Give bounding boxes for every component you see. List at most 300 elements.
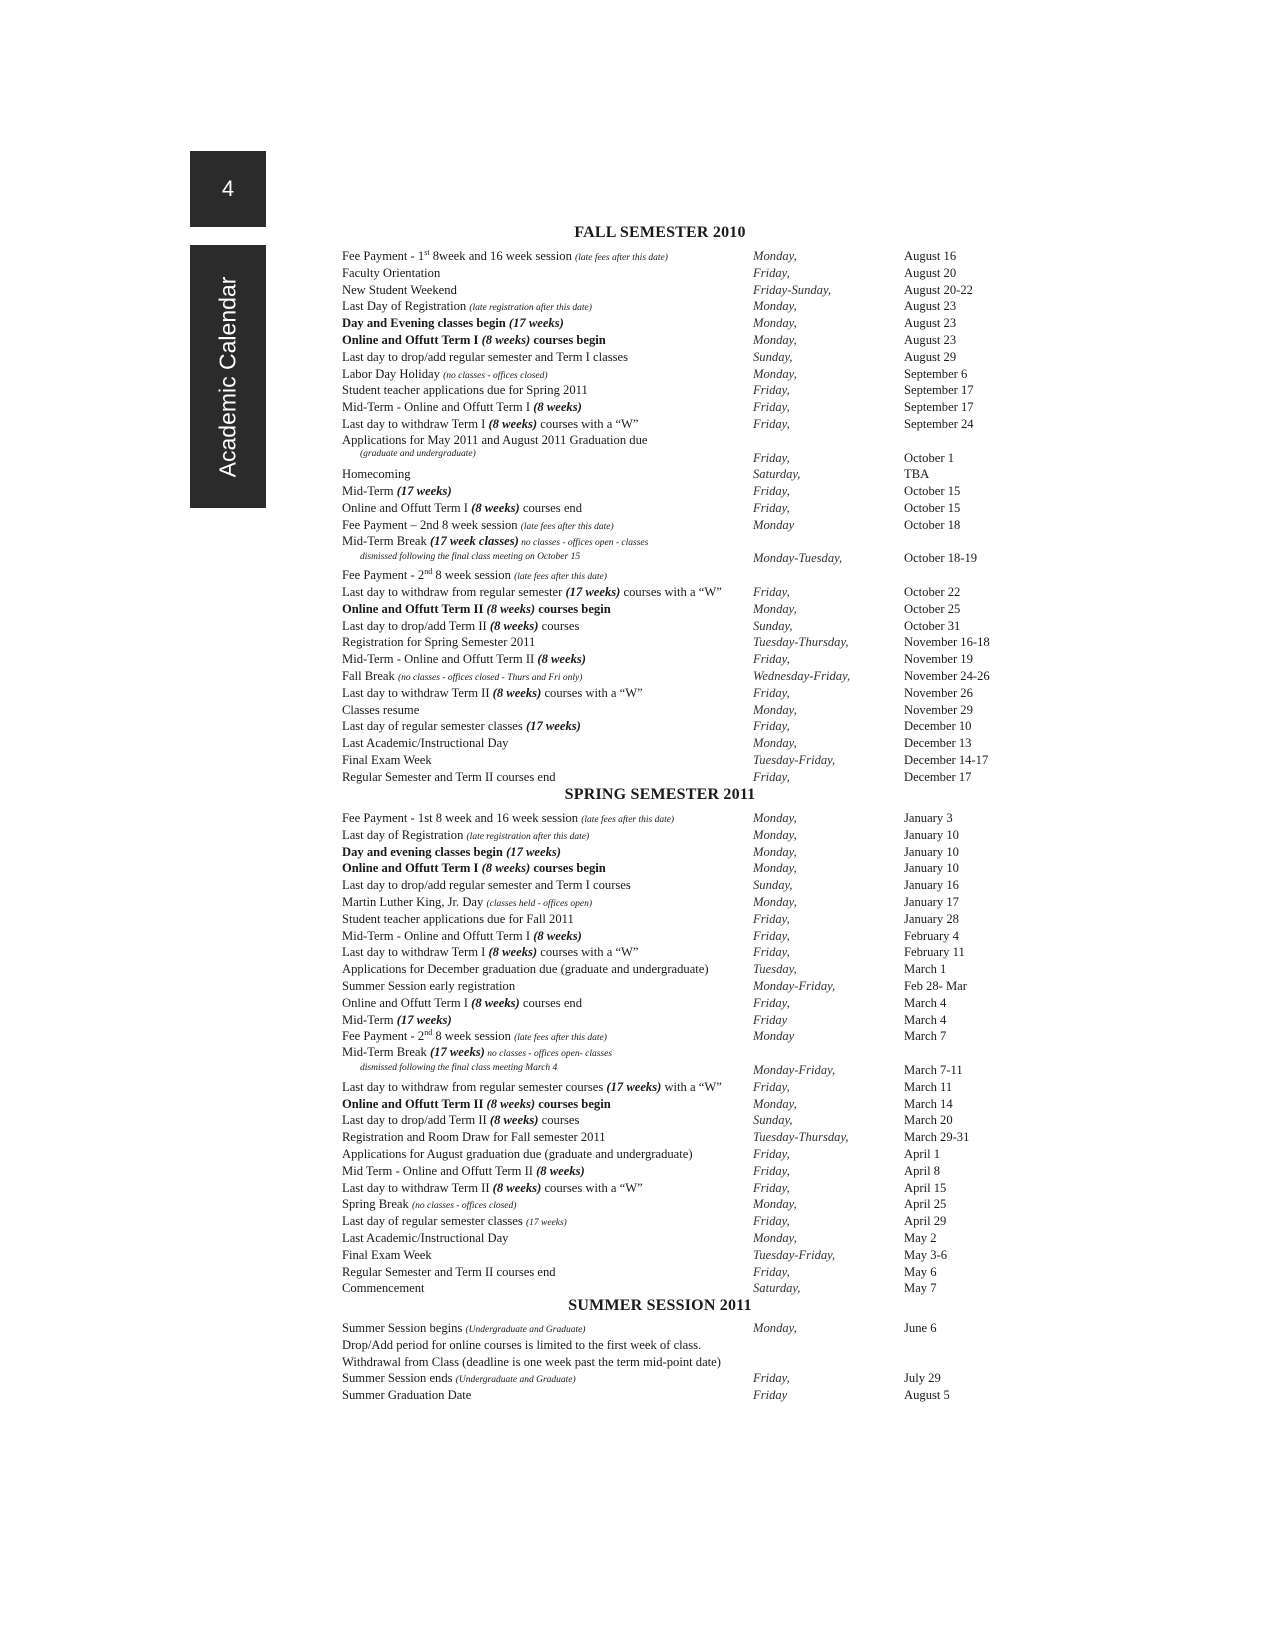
event-date: July 29 — [904, 1371, 941, 1386]
event-date: August 23 — [904, 332, 957, 347]
event-day: Friday — [753, 1012, 788, 1027]
calendar-row — [342, 1146, 1022, 1163]
event-text: (8 weeks) — [492, 685, 542, 700]
event-day: Monday, — [753, 332, 797, 347]
event-text: Mid Term - Online and Offutt Term II — [342, 1163, 537, 1178]
calendar-row — [342, 618, 1022, 635]
event-text: Mid-Term - Online and Offutt Term I — [342, 928, 534, 943]
event-name — [342, 928, 752, 945]
event-text: (17 weeks) — [606, 1079, 662, 1094]
calendar-row — [342, 752, 1022, 769]
calendar-row — [342, 860, 1022, 877]
event-date: January 28 — [904, 911, 959, 926]
event-day: Monday-Friday, — [753, 1062, 836, 1077]
event-text: Martin Luther King, Jr. Day — [342, 894, 487, 909]
event-text: Mid-Term Break — [342, 533, 430, 548]
event-text: Last Academic/Instructional Day — [342, 736, 509, 751]
event-text: Mid-Term — [342, 1012, 397, 1027]
event-date: August 20 — [904, 265, 957, 280]
event-text: Summer Session begins — [342, 1321, 466, 1335]
event-day: Monday — [753, 1029, 795, 1044]
event-text: (8 weeks) — [488, 945, 538, 960]
event-text: nd — [424, 566, 433, 576]
event-date: April 15 — [904, 1180, 947, 1195]
calendar-row — [342, 1213, 1022, 1230]
calendar-row — [342, 718, 1022, 735]
summer-session-list — [342, 1320, 1022, 1404]
event-text: Applications for December graduation due (graduate and undergraduate) — [342, 962, 709, 977]
calendar-row — [342, 466, 1022, 483]
event-text: Mid-Term - Online and Offutt Term I — [342, 400, 534, 415]
event-text: (late fees after this date) — [514, 1033, 607, 1044]
event-day: Friday, — [753, 450, 790, 465]
event-note: (graduate and undergraduate) — [360, 448, 476, 459]
event-name — [342, 718, 752, 735]
event-name — [342, 1280, 752, 1297]
event-day: Sunday, — [753, 878, 793, 893]
fall-semester-title: FALL SEMESTER 2010 — [574, 224, 746, 241]
event-text: Last day of regular semester classes — [342, 719, 526, 734]
event-date: September 17 — [904, 400, 974, 415]
event-date: April 25 — [904, 1197, 947, 1212]
event-text: courses with a “W” — [620, 584, 722, 599]
event-text: (late fees after this date) — [575, 253, 668, 263]
event-text: (8 weeks) — [533, 400, 582, 415]
event-date: October 18-19 — [904, 551, 978, 566]
event-text: New Student Weekend — [342, 282, 457, 297]
calendar-row — [342, 877, 1022, 894]
event-day: Friday, — [753, 1079, 790, 1094]
event-name — [342, 651, 752, 668]
event-name — [342, 416, 752, 433]
event-day: Tuesday-Friday, — [753, 1247, 836, 1262]
event-day: Monday, — [753, 1197, 797, 1212]
event-name — [342, 534, 752, 564]
calendar-row — [342, 1354, 1022, 1371]
calendar-row — [342, 315, 1022, 332]
event-text: Online and Offutt Term I — [342, 861, 482, 876]
event-date: August 20-22 — [904, 282, 973, 297]
event-text: Final Exam Week — [342, 752, 432, 767]
event-text: courses begin — [530, 861, 606, 876]
event-date: November 29 — [904, 702, 973, 717]
event-date: May 6 — [904, 1264, 937, 1279]
event-text: Last day to withdraw Term II — [342, 1180, 493, 1195]
event-day: Monday, — [753, 844, 797, 859]
event-name — [342, 399, 752, 416]
event-day: Saturday, — [753, 1281, 801, 1296]
calendar-row — [342, 961, 1022, 978]
event-day: Friday, — [753, 928, 790, 943]
event-date: November 19 — [904, 652, 973, 667]
calendar-row — [342, 894, 1022, 911]
calendar-row — [342, 1129, 1022, 1146]
calendar-row — [342, 483, 1022, 500]
calendar-row — [342, 433, 1022, 467]
event-text: (17 weeks) — [525, 1218, 567, 1229]
event-text: Labor Day Holiday — [342, 366, 444, 381]
event-day: Sunday, — [753, 618, 793, 633]
event-day: Monday, — [753, 861, 797, 876]
calendar-row — [342, 685, 1022, 702]
event-name — [342, 332, 752, 349]
event-text: Day and evening classes begin — [342, 844, 507, 859]
event-text: Student teacher applications due for Fall 2011 — [342, 911, 574, 926]
event-name — [342, 1230, 752, 1247]
event-text: 8 week session — [432, 568, 515, 583]
calendar-row — [342, 399, 1022, 416]
event-day: Friday, — [753, 500, 790, 515]
event-text: (8 weeks) — [533, 928, 582, 943]
event-day: Tuesday, — [753, 962, 797, 977]
calendar-row — [342, 651, 1022, 668]
event-text: (8 weeks) — [492, 1180, 542, 1195]
event-text: (17 weeks) — [506, 844, 562, 859]
side-tab-label: Academic Calendar — [214, 276, 241, 477]
event-text: Regular Semester and Term II courses end — [342, 769, 556, 784]
event-text: Last day to withdraw Term I — [342, 416, 489, 431]
event-name — [342, 978, 752, 995]
event-day: Tuesday-Friday, — [753, 752, 836, 767]
event-day: Monday, — [753, 601, 797, 616]
event-day: Friday, — [753, 265, 790, 280]
event-text: Fee Payment – 2nd 8 week session — [342, 517, 521, 532]
calendar-row — [342, 1370, 1022, 1387]
event-text: (8 weeks) — [481, 332, 531, 347]
calendar-row — [342, 298, 1022, 315]
event-date: September 24 — [904, 416, 974, 431]
event-name — [342, 1096, 752, 1113]
event-text: with a “W” — [661, 1079, 722, 1094]
event-text: courses with a “W” — [541, 1180, 643, 1195]
event-text: 8week and 16 week session — [429, 249, 576, 263]
event-day: Monday, — [753, 894, 797, 909]
event-text: (17 weeks) — [565, 584, 621, 599]
event-name — [342, 1045, 752, 1075]
event-day: Friday-Sunday, — [753, 282, 831, 297]
calendar-row — [342, 911, 1022, 928]
event-day: Monday, — [753, 249, 797, 263]
event-name — [342, 1012, 752, 1029]
event-text: Summer Graduation Date — [342, 1388, 472, 1403]
event-text: Withdrawal from Class (deadline is one week past the term mid-point date) — [342, 1354, 721, 1369]
event-date: March 4 — [904, 995, 947, 1010]
event-text: no classes - offices open - classes — [518, 537, 649, 548]
event-text: (17 week classes) — [429, 533, 519, 548]
event-date: October 31 — [904, 618, 961, 633]
event-day: Friday, — [753, 652, 790, 667]
event-date: August 23 — [904, 316, 957, 331]
event-name — [342, 860, 752, 877]
event-day: Friday, — [753, 484, 790, 499]
event-text: (17 weeks) — [396, 1012, 452, 1027]
event-day: Friday, — [753, 1146, 790, 1161]
event-day: Sunday, — [753, 1113, 793, 1128]
event-date: February 4 — [904, 928, 959, 943]
calendar-row — [342, 248, 1022, 265]
event-date: January 10 — [904, 827, 959, 842]
event-text: Fee Payment - 2 — [342, 568, 425, 583]
calendar-row — [342, 567, 1022, 584]
event-text: Last day to withdraw Term I — [342, 945, 489, 960]
event-day: Friday, — [753, 1214, 790, 1229]
event-day: Friday, — [753, 685, 790, 700]
event-text: (8 weeks) — [471, 500, 520, 515]
event-name — [342, 944, 752, 961]
calendar-row — [342, 332, 1022, 349]
event-text: Day and Evening classes begin — [342, 316, 509, 331]
event-text: (8 weeks) — [489, 1113, 539, 1128]
calendar-row — [342, 382, 1022, 399]
event-date: December 10 — [904, 719, 972, 734]
event-day: Friday, — [753, 1180, 790, 1195]
event-date: April 8 — [904, 1163, 941, 1178]
event-text: Drop/Add period for online courses is limited to the first week of class. — [342, 1337, 702, 1352]
event-text: Last day of Registration — [342, 827, 467, 842]
event-name — [342, 1146, 752, 1163]
event-date: September 17 — [904, 383, 974, 398]
event-text: (late fees after this date) — [514, 572, 607, 583]
calendar-row — [342, 534, 1022, 568]
calendar-row — [342, 1180, 1022, 1197]
spring-semester-list — [342, 810, 1022, 1297]
event-name — [342, 349, 752, 366]
event-date: October 1 — [904, 450, 955, 465]
event-text: Online and Offutt Term II — [342, 1096, 487, 1111]
section-side-tab — [190, 245, 266, 508]
calendar-row — [342, 265, 1022, 282]
event-text: Mid-Term Break — [342, 1045, 430, 1060]
event-name — [342, 634, 752, 651]
event-text: Applications for August graduation due (graduate and undergraduate) — [342, 1146, 693, 1161]
event-text: Last Academic/Instructional Day — [342, 1230, 509, 1245]
event-text: Final Exam Week — [342, 1247, 432, 1262]
event-text: nd — [424, 1028, 433, 1038]
event-text: (late fees after this date) — [520, 521, 614, 532]
event-text: (8 weeks) — [486, 601, 536, 616]
event-date: April 1 — [904, 1146, 941, 1161]
event-day: Monday-Tuesday, — [753, 551, 843, 566]
event-name — [342, 282, 752, 299]
event-text: Classes resume — [342, 702, 420, 717]
event-date: TBA — [904, 467, 930, 482]
event-day: Friday, — [753, 1371, 790, 1386]
calendar-row — [342, 1387, 1022, 1404]
event-text: courses with a “W” — [537, 416, 639, 431]
event-date: November 26 — [904, 685, 973, 700]
event-name — [342, 1180, 752, 1197]
event-date: June 6 — [904, 1321, 937, 1335]
fall-semester-list — [342, 248, 1022, 786]
calendar-row — [342, 810, 1022, 827]
event-name — [342, 466, 752, 483]
event-text: Last day of regular semester classes — [342, 1214, 526, 1229]
event-text: (17 weeks) — [525, 719, 581, 734]
event-day: Monday, — [753, 1321, 797, 1335]
event-text: Summer Session ends — [342, 1371, 456, 1386]
calendar-row — [342, 1247, 1022, 1264]
event-day: Friday, — [753, 911, 790, 926]
event-date: January 10 — [904, 861, 959, 876]
event-text: courses begin — [535, 1096, 611, 1111]
event-day: Wednesday-Friday, — [753, 668, 851, 683]
event-text: (Undergraduate and Graduate) — [465, 1325, 586, 1335]
event-name — [342, 1079, 752, 1096]
event-date: October 25 — [904, 601, 961, 616]
event-day: Tuesday-Thursday, — [753, 635, 849, 650]
event-name — [342, 584, 752, 601]
event-date: January 3 — [904, 811, 953, 825]
calendar-row — [342, 1196, 1022, 1213]
event-name — [342, 315, 752, 332]
event-day: Friday, — [753, 1163, 790, 1178]
calendar-row — [342, 1163, 1022, 1180]
event-date: September 6 — [904, 366, 968, 381]
event-name — [342, 752, 752, 769]
event-text: no classes - offices open- classes — [484, 1049, 613, 1060]
event-date: August 23 — [904, 299, 957, 314]
event-date: May 7 — [904, 1281, 937, 1296]
calendar-row — [342, 366, 1022, 383]
event-name — [342, 769, 752, 786]
event-date: March 4 — [904, 1012, 947, 1027]
event-text: (Undergraduate and Graduate) — [455, 1375, 576, 1386]
event-name — [342, 1112, 752, 1129]
event-day: Monday, — [753, 316, 797, 331]
event-text: Last Day of Registration — [342, 299, 470, 314]
event-date: November 24-26 — [904, 668, 990, 683]
calendar-row — [342, 1045, 1022, 1079]
event-day: Friday, — [753, 1264, 790, 1279]
event-name — [342, 265, 752, 282]
event-text: Fall Break — [342, 668, 398, 683]
event-day: Monday-Friday, — [753, 978, 836, 993]
calendar-row — [342, 416, 1022, 433]
calendar-row — [342, 1096, 1022, 1113]
event-text: (late fees after this date) — [581, 815, 675, 825]
calendar-row — [342, 995, 1022, 1012]
event-name — [342, 735, 752, 752]
event-name — [342, 877, 752, 894]
event-name — [342, 382, 752, 399]
event-text: Commencement — [342, 1281, 425, 1296]
event-date: October 15 — [904, 500, 961, 515]
calendar-row — [342, 584, 1022, 601]
event-text: st — [424, 247, 430, 257]
event-day: Saturday, — [753, 467, 801, 482]
calendar-row — [342, 517, 1022, 534]
event-text: Fee Payment - 1st 8 week and 16 week session — [342, 811, 582, 825]
event-text: (8 weeks) — [481, 861, 531, 876]
event-text: Mid-Term — [342, 484, 397, 499]
event-day: Monday, — [753, 366, 797, 381]
event-text: courses — [538, 618, 580, 633]
event-text: courses begin — [535, 601, 611, 616]
calendar-row — [342, 282, 1022, 299]
event-date: April 29 — [904, 1214, 947, 1229]
event-date: Feb 28- Mar — [904, 978, 967, 993]
event-day: Friday, — [753, 400, 790, 415]
event-text: Homecoming — [342, 467, 411, 482]
event-name — [342, 1387, 752, 1404]
event-name — [342, 483, 752, 500]
event-text: 8 week session — [432, 1029, 515, 1044]
event-note: dismissed following the final class meeting March 4 — [360, 1063, 558, 1074]
event-name — [342, 433, 752, 461]
spring-semester-title: SPRING SEMESTER 2011 — [564, 786, 756, 803]
event-date: March 20 — [904, 1113, 953, 1128]
event-name — [342, 1163, 752, 1180]
calendar-row — [342, 634, 1022, 651]
event-name — [342, 1337, 752, 1354]
event-text: (no classes - offices closed - Thurs and Fri only) — [397, 672, 583, 683]
event-text: (no classes - offices closed) — [443, 370, 548, 381]
event-text: Last day to drop/add Term II — [342, 618, 490, 633]
event-day: Monday, — [753, 299, 797, 314]
event-text: Spring Break — [342, 1197, 412, 1212]
calendar-row — [342, 844, 1022, 861]
event-day: Sunday, — [753, 349, 793, 364]
event-text: Regular Semester and Term II courses end — [342, 1264, 556, 1279]
calendar-row — [342, 1028, 1022, 1045]
event-day: Friday, — [753, 945, 790, 960]
calendar-row — [342, 1230, 1022, 1247]
event-text: Registration and Room Draw for Fall semester 2011 — [342, 1130, 606, 1145]
event-date: August 29 — [904, 349, 957, 364]
event-day: Monday, — [753, 1096, 797, 1111]
event-date: December 14-17 — [904, 752, 989, 767]
event-text: courses begin — [530, 332, 606, 347]
event-note: dismissed following the final class meeting on October 15 — [360, 551, 581, 562]
event-text: (17 weeks) — [396, 484, 452, 499]
event-text: (no classes - offices closed) — [411, 1201, 517, 1212]
event-day: Friday — [753, 1388, 788, 1403]
event-date: October 18 — [904, 517, 961, 532]
event-text: (8 weeks) — [536, 1163, 585, 1178]
event-name — [342, 961, 752, 978]
event-text: (17 weeks) — [429, 1045, 485, 1060]
event-text: (classes held - offices open) — [486, 898, 592, 909]
event-date: January 16 — [904, 878, 959, 893]
event-text: Fee Payment - 1 — [342, 249, 425, 263]
event-date: February 11 — [904, 945, 965, 960]
event-text: Applications for May 2011 and August 2011 Graduation due — [342, 432, 648, 447]
event-date: March 11 — [904, 1079, 953, 1094]
event-day: Friday, — [753, 416, 790, 431]
event-day: Monday, — [753, 702, 797, 717]
event-text: Registration for Spring Semester 2011 — [342, 635, 536, 650]
calendar-row — [342, 668, 1022, 685]
event-text: (late registration after this date) — [469, 303, 592, 314]
calendar-row — [342, 1264, 1022, 1281]
calendar-row — [342, 1320, 1022, 1337]
event-text: Last day to drop/add Term II — [342, 1113, 490, 1128]
event-day: Monday — [753, 517, 795, 532]
event-text: courses with a “W” — [537, 945, 639, 960]
event-name — [342, 618, 752, 635]
event-date: March 29-31 — [904, 1130, 970, 1145]
event-name — [342, 702, 752, 719]
event-day: Monday, — [753, 1230, 797, 1245]
event-text: courses — [538, 1113, 580, 1128]
event-date: October 22 — [904, 584, 961, 599]
event-name — [342, 1129, 752, 1146]
event-name — [342, 844, 752, 861]
event-name — [342, 911, 752, 928]
event-text: Last day to drop/add regular semester and Term I courses — [342, 878, 631, 893]
calendar-row — [342, 928, 1022, 945]
calendar-row — [342, 702, 1022, 719]
